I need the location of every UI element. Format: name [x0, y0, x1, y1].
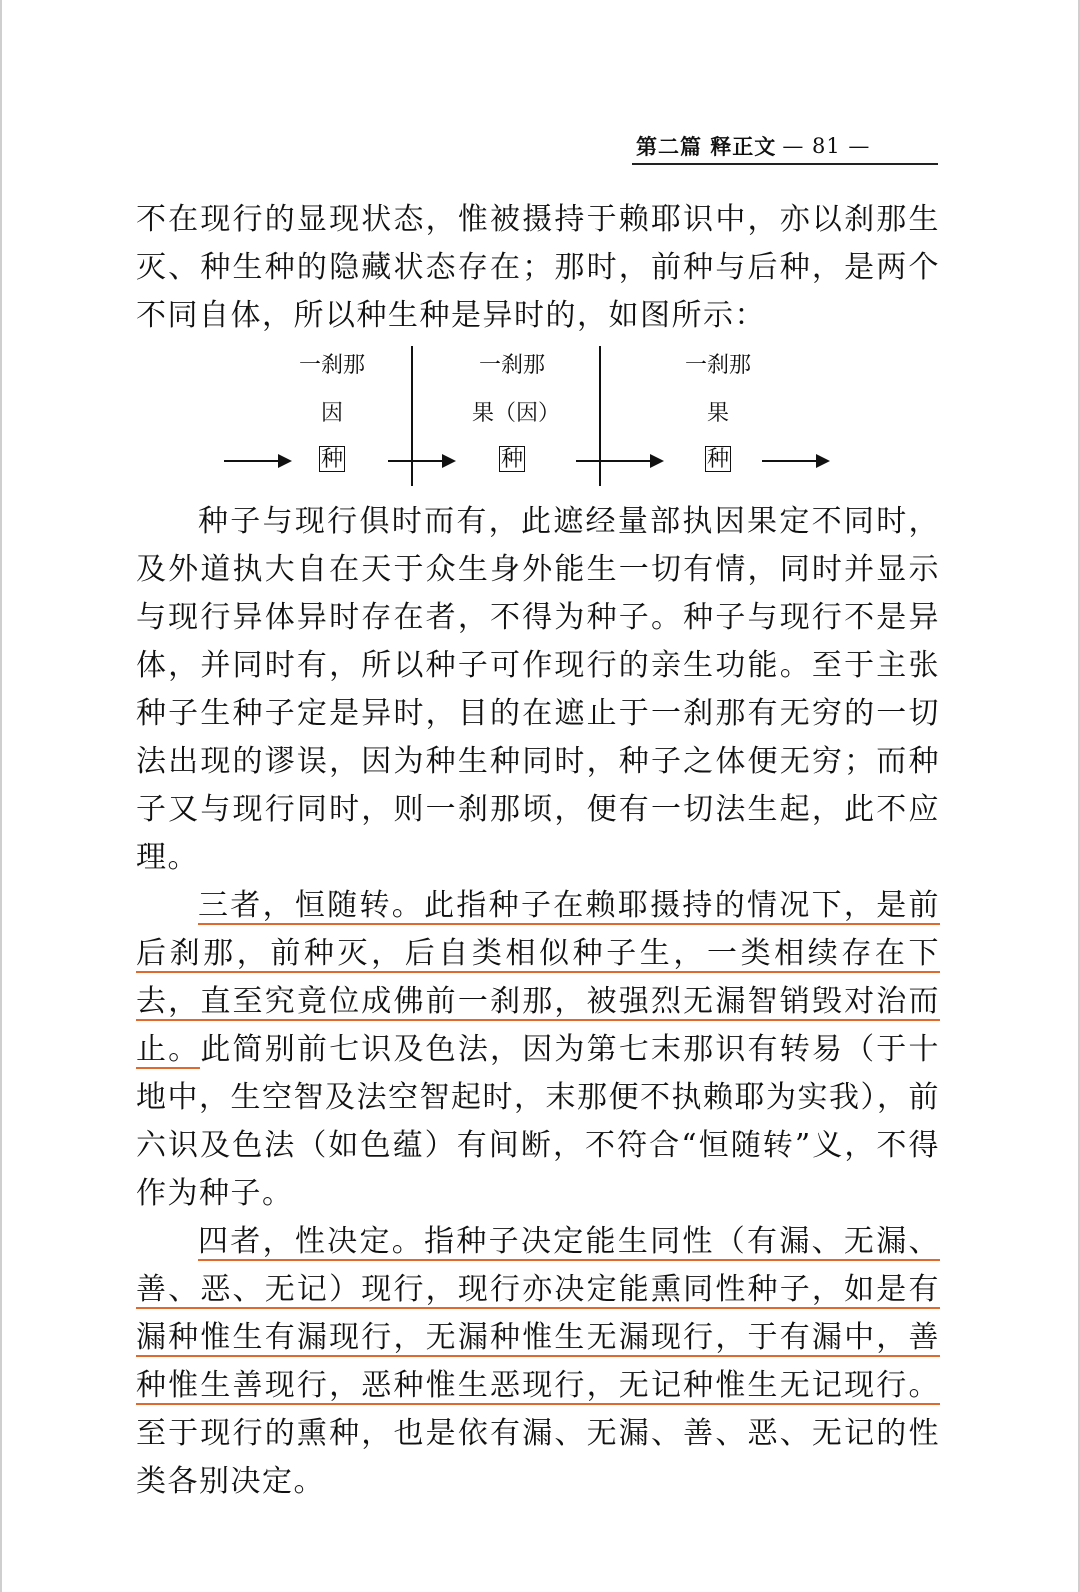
header-part-title: 第二篇 释正文	[636, 134, 777, 159]
body-text	[136, 498, 940, 1506]
paragraph-3-rest: 此简别前七识及色法，因为第七末那识有转易（于十地中，生空智及法空智起时，末那便不执赖耶为实我），前六识及色法（如色蕴）有间断，不符合“恒随转”义，不得作为种子。	[136, 1032, 940, 1211]
seed-box-2: 种	[500, 447, 523, 472]
seed-diagram	[220, 340, 840, 490]
paragraph-1: 不在现行的显现状态，惟被摄持于赖耶识中，亦以刹那生灭、种生种的隐藏状态存在；那时，前种与后种，是两个不同自体，所以种生种是异时的，如图所示：	[136, 202, 940, 333]
role-label-2: 果（因）	[471, 401, 561, 426]
highlighted-passage-1: 三者，恒随转。此指种子在赖耶摄持的情况下，是前后刹那，前种灭，后自类相似种子生，一类相续存在下去，直至究竟位成佛前一刹那，被强烈无漏智销毁对治而止。	[136, 888, 940, 1067]
page-number: — 81 —	[782, 134, 871, 158]
paragraph-4	[136, 1218, 940, 1506]
paragraph-3	[136, 882, 940, 1218]
role-label-1: 因	[320, 401, 344, 426]
paragraph-2: 种子与现行俱时而有，此遮经量部执因果定不同时，及外道执大自在天于众生身外能生一切有情，同时并显示与现行异体异时存在者，不得为种子。种子与现行不是异体，并同时有，所以种子可作现行的亲生功能。至于主张种子生种子定是异时，目的在遮止于一刹那有无穷的一切法出现的谬误，因为种生种同时，种子之体便无穷；而种子又与现行同时，则一刹那顷，便有一切法生起，此不应理。	[136, 504, 940, 875]
seed-box-1: 种	[320, 447, 343, 472]
seed-box-3: 种	[706, 447, 729, 472]
paragraph-4-rest: 至于现行的熏种，也是依有漏、无漏、善、恶、无记的性类各别决定。	[136, 1416, 940, 1499]
header-rule	[632, 163, 938, 165]
highlighted-passage-2: 四者，性决定。指种子决定能生同性（有漏、无漏、善、恶、无记）现行，现行亦决定能熏同性种子，如是有漏种惟生有漏现行，无漏种惟生无漏现行，于有漏中，善种惟生善现行，恶种惟生恶现行，无记种惟生无记现行。	[136, 1224, 940, 1403]
role-label-3: 果	[706, 401, 730, 426]
moment-label-2: 一刹那	[478, 353, 546, 378]
moment-label-3: 一刹那	[684, 353, 752, 378]
running-header	[636, 128, 936, 164]
paragraph-intro	[136, 196, 940, 340]
moment-label-1: 一刹那	[298, 353, 366, 378]
